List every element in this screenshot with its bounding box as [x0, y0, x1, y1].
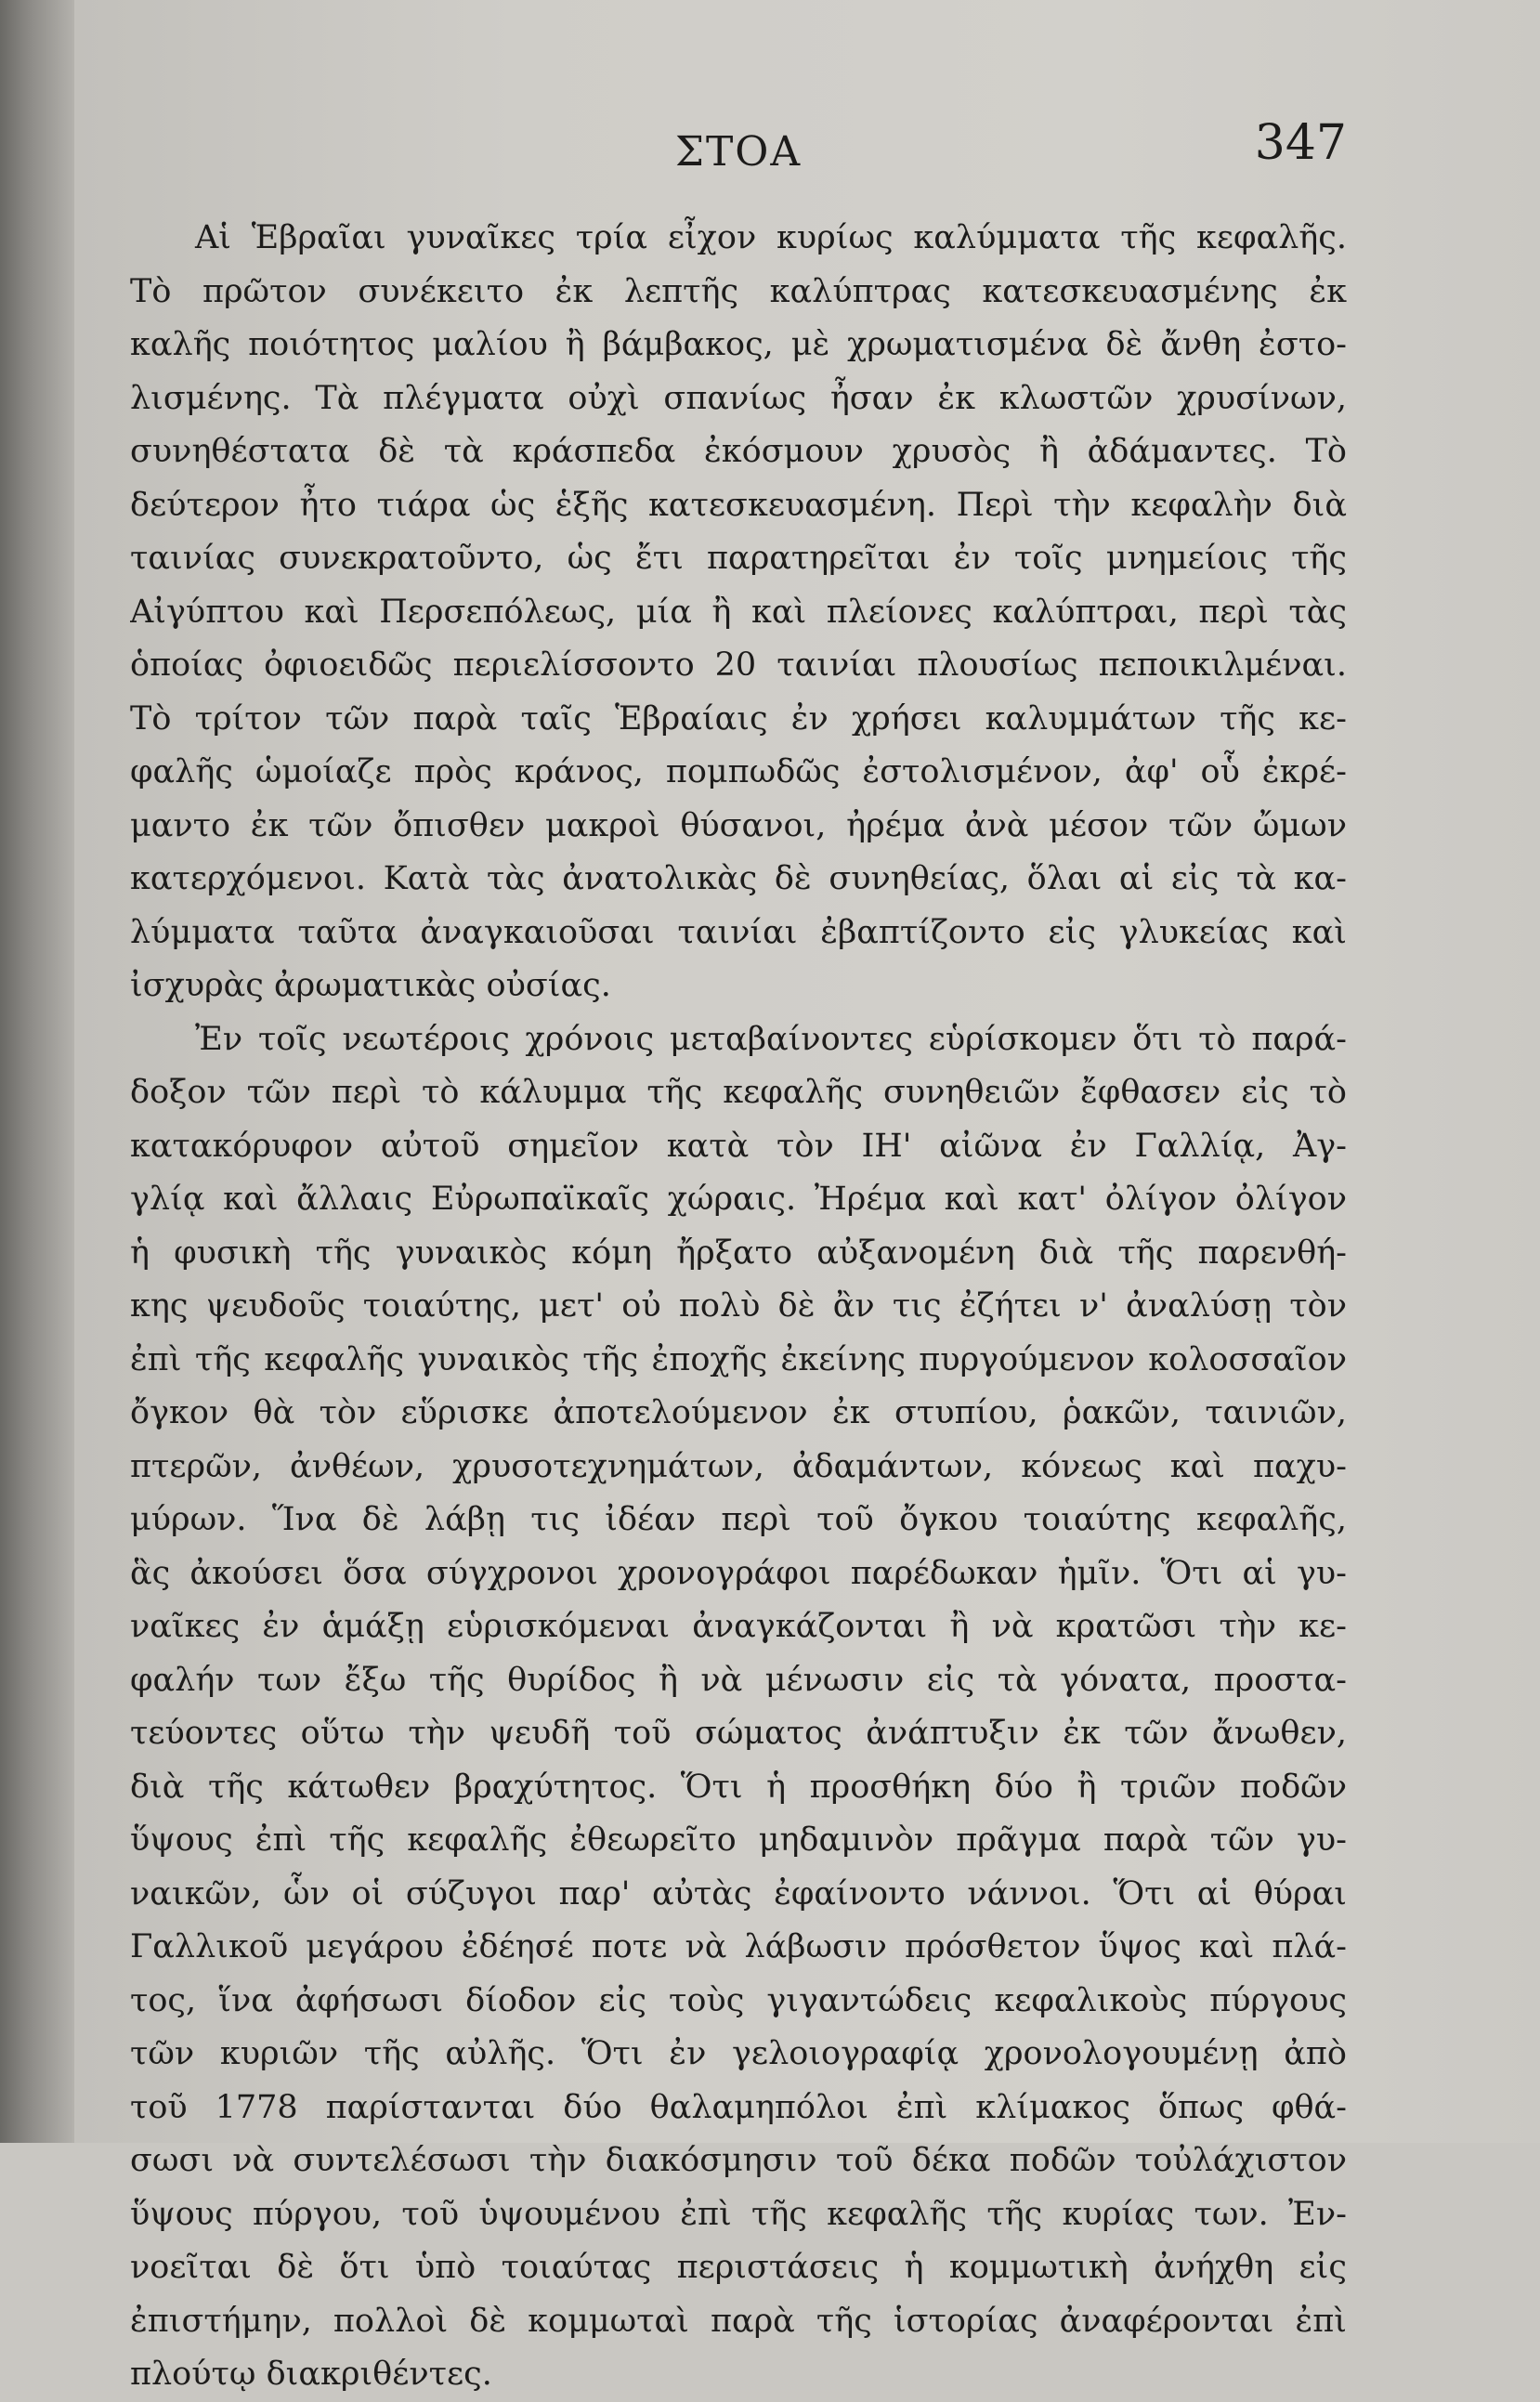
body-text — [130, 212, 1347, 2402]
text-line: ἰσχυρὰς ἀρωματικὰς οὐσίας. — [130, 967, 611, 1004]
text-line: ταινίας συνεκρατοῦντο, ὡς ἔτι παρατηρεῖται ἐν τοῖς μνημείοις τῆς — [130, 540, 1347, 577]
text-line: μύρων. Ἵνα δὲ λάβῃ τις ἰδέαν περὶ τοῦ ὄγκου τοιαύτης κεφαλῆς, — [130, 1501, 1347, 1538]
text-line: τεύοντες οὕτω τὴν ψευδῆ τοῦ σώματος ἀνάπτυξιν ἐκ τῶν ἄνωθεν, — [130, 1715, 1347, 1752]
text-line: κατακόρυφον αὐτοῦ σημεῖον κατὰ τὸν ΙΗ' αἰῶνα ἐν Γαλλίᾳ, Ἀγ- — [130, 1127, 1347, 1165]
text-line: καλῆς ποιότητος μαλίου ἢ βάμβακος, μὲ χρωματισμένα δὲ ἄνθη ἐστο- — [130, 326, 1347, 363]
text-line: ὕψους πύργου, τοῦ ὑψουμένου ἐπὶ τῆς κεφαλῆς τῆς κυρίας των. Ἐν- — [130, 2195, 1347, 2233]
text-line: διὰ τῆς κάτωθεν βραχύτητος. Ὅτι ἡ προσθήκη δύο ἢ τριῶν ποδῶν — [130, 1768, 1347, 1806]
text-line: ἡ φυσικὴ τῆς γυναικὸς κόμη ἤρξατο αὐξανομένη διὰ τῆς παρενθή- — [130, 1234, 1347, 1272]
text-line: Αἱ Ἑβραῖαι γυναῖκες τρία εἶχον κυρίως καλύμματα τῆς κεφαλῆς. — [195, 219, 1347, 256]
text-line: λισμένης. Τὰ πλέγματα οὐχὶ σπανίως ἦσαν ἐκ κλωστῶν χρυσίνων, — [130, 379, 1347, 417]
text-line: Τὸ πρῶτον συνέκειτο ἐκ λεπτῆς καλύπτρας κατεσκευασμένης ἐκ — [130, 272, 1347, 310]
text-line: συνηθέστατα δὲ τὰ κράσπεδα ἐκόσμουν χρυσὸς ἢ ἀδάμαντες. Τὸ — [130, 433, 1347, 470]
text-line: Τὸ τρίτον τῶν παρὰ ταῖς Ἑβραίαις ἐν χρήσει καλυμμάτων τῆς κε- — [130, 699, 1347, 738]
text-line: φαλῆς ὡμοίαζε πρὸς κράνος, πομπωδῶς ἐστολισμένον, ἀφ' οὗ ἐκρέ- — [130, 753, 1347, 790]
text-line: πλούτῳ διακριθέντες. — [130, 2356, 492, 2393]
text-line: Αἰγύπτου καὶ Περσεπόλεως, μία ἢ καὶ πλείονες καλύπτραι, περὶ τὰς — [130, 593, 1347, 631]
text-line: ἐπὶ τῆς κεφαλῆς γυναικὸς τῆς ἐποχῆς ἐκείνης πυργούμενον κολοσσαῖον — [130, 1340, 1347, 1378]
text-line: τῶν κυριῶν τῆς αὐλῆς. Ὅτι ἐν γελοιογραφίᾳ χρονολογουμένῃ ἀπὸ — [130, 2035, 1347, 2072]
text-line: ἃς ἀκούσει ὅσα σύγχρονοι χρονογράφοι παρέδωκαν ἡμῖν. Ὅτι αἱ γυ- — [130, 1554, 1347, 1592]
text-line: ὁποίας ὀφιοειδῶς περιελίσσοντο 20 ταινίαι πλουσίως πεποικιλμέναι. — [130, 646, 1347, 684]
text-line: ὄγκον θὰ τὸν εὕρισκε ἀποτελούμενον ἐκ στυπίου, ῥακῶν, ταινιῶν, — [130, 1394, 1347, 1431]
text-line: ναικῶν, ὧν οἱ σύζυγοι παρ' αὐτὰς ἐφαίνοντο νάννοι. Ὅτι αἱ θύραι — [130, 1874, 1347, 1912]
text-line: ὕψους ἐπὶ τῆς κεφαλῆς ἐθεωρεῖτο μηδαμινὸν πρᾶγμα παρὰ τῶν γυ- — [130, 1821, 1347, 1859]
text-line: φαλήν των ἔξω τῆς θυρίδος ἢ νὰ μένωσιν εἰς τὰ γόνατα, προστα- — [130, 1661, 1347, 1699]
running-head: ΣΤΟΑ — [674, 128, 803, 176]
text-line: νοεῖται δὲ ὅτι ὑπὸ τοιαύτας περιστάσεις ἡ κομμωτικὴ ἀνήχθη εἰς — [130, 2249, 1347, 2286]
text-line: πτερῶν, ἀνθέων, χρυσοτεχνημάτων, ἀδαμάντων, κόνεως καὶ παχυ- — [130, 1447, 1347, 1485]
page-number: 347 — [1254, 115, 1347, 171]
text-line: Ἐν τοῖς νεωτέροις χρόνοις μεταβαίνοντες εὑρίσκομεν ὅτι τὸ παρά- — [195, 1020, 1347, 1058]
text-line: ναῖκες ἐν ἁμάξῃ εὑρισκόμεναι ἀναγκάζονται ἢ νὰ κρατῶσι τὴν κε- — [130, 1608, 1347, 1645]
text-line: μαντο ἐκ τῶν ὄπισθεν μακροὶ θύσανοι, ἠρέμα ἀνὰ μέσον τῶν ὤμων — [130, 806, 1347, 844]
text-line: γλίᾳ καὶ ἄλλαις Εὐρωπαϊκαῖς χώραις. Ἠρέμα καὶ κατ' ὀλίγον ὀλίγον — [130, 1181, 1347, 1218]
text-line: σωσι νὰ συντελέσωσι τὴν διακόσμησιν τοῦ δέκα ποδῶν τοὐλάχιστον — [130, 2142, 1347, 2179]
text-line: κης ψευδοῦς τοιαύτης, μετ' οὐ πολὺ δὲ ἂν τις ἐζήτει ν' ἀναλύσῃ τὸν — [130, 1287, 1347, 1325]
book-gutter-shadow — [0, 0, 74, 2143]
page-header — [130, 110, 1347, 184]
text-line: κατερχόμενοι. Κατὰ τὰς ἀνατολικὰς δὲ συνηθείας, ὅλαι αἱ εἰς τὰ κα- — [130, 860, 1347, 897]
text-line: δεύτερον ἦτο τιάρα ὡς ἑξῆς κατεσκευασμένη. Περὶ τὴν κεφαλὴν διὰ — [130, 486, 1347, 524]
text-line: λύμματα ταῦτα ἀναγκαιοῦσαι ταινίαι ἐβαπτίζοντο εἰς γλυκείας καὶ — [130, 913, 1347, 951]
text-line: τοῦ 1778 παρίστανται δύο θαλαμηπόλοι ἐπὶ κλίμακος ὅπως φθά- — [130, 2088, 1347, 2126]
text-line: δοξον τῶν περὶ τὸ κάλυμμα τῆς κεφαλῆς συνηθειῶν ἔφθασεν εἰς τὸ — [130, 1074, 1347, 1111]
text-line: ἐπιστήμην, πολλοὶ δὲ κομμωταὶ παρὰ τῆς ἱστορίας ἀναφέρονται ἐπὶ — [130, 2302, 1347, 2340]
text-line: Γαλλικοῦ μεγάρου ἐδέησέ ποτε νὰ λάβωσιν πρόσθετον ὕψος καὶ πλά- — [130, 1928, 1347, 1965]
text-line: τος, ἵνα ἀφήσωσι δίοδον εἰς τοὺς γιγαντώδεις κεφαλικοὺς πύργους — [130, 1981, 1347, 2019]
